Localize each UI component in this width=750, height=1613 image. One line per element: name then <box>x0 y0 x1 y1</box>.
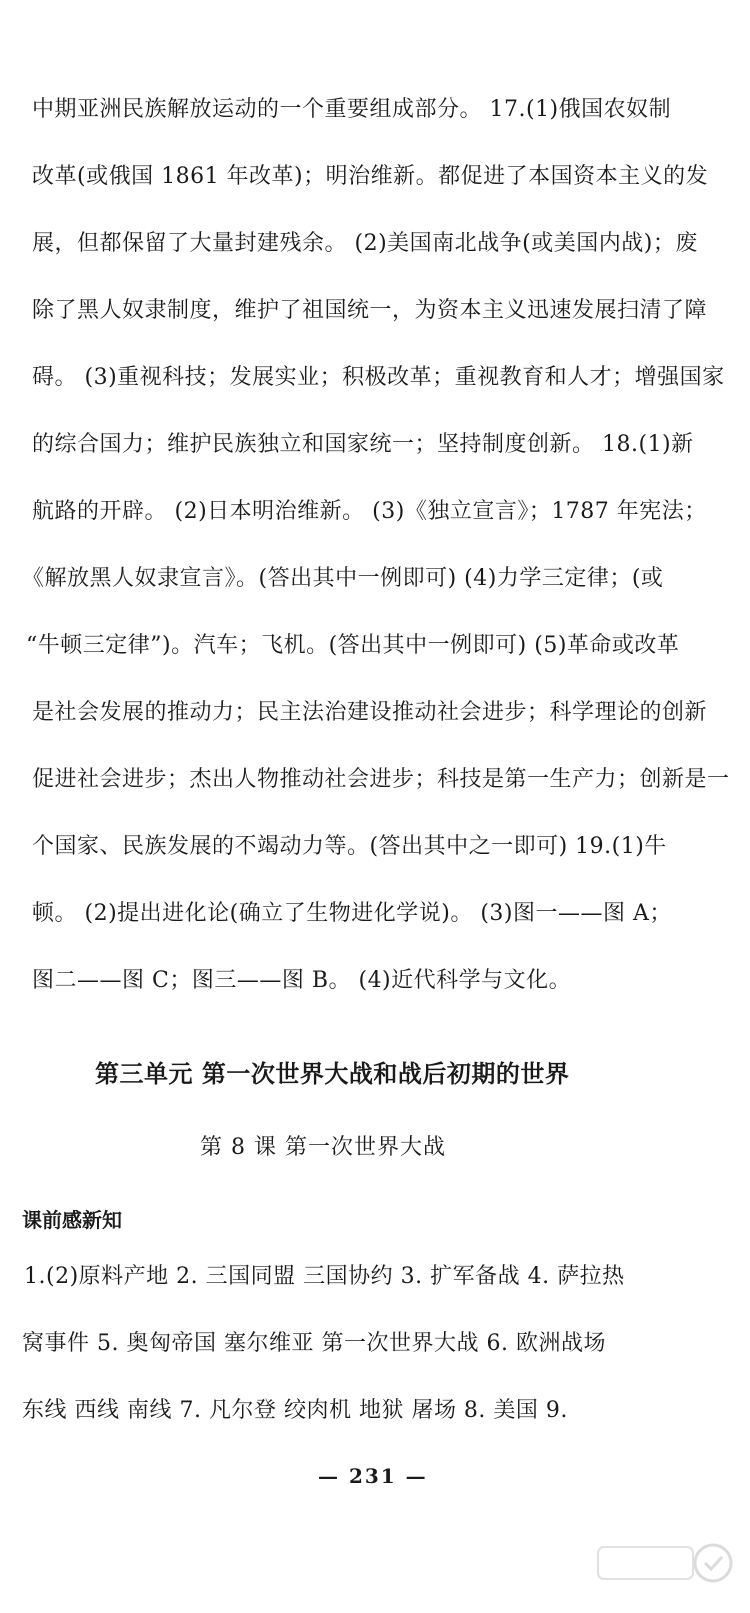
watermark-logo-icon <box>588 1535 738 1605</box>
body-line-8: 《解放黑人奴隶宣言》。(答出其中一例即可) (4)力学三定律；(或 <box>22 566 664 591</box>
body-line-3: 展，但都保留了大量封建残余。 (2)美国南北战争(或美国内战)；废 <box>32 231 698 256</box>
body-line-10: 是社会发展的推动力；民主法治建设推动社会进步；科学理论的创新 <box>32 700 708 725</box>
body-line-11: 促进社会进步；杰出人物推动社会进步；科技是第一生产力；创新是一 <box>32 767 730 792</box>
page-number: — 231 — <box>318 1464 428 1488</box>
body-line-13: 顿。 (2)提出进化论(确立了生物进化学说)。 (3)图一——图 A； <box>32 901 672 926</box>
body-line-4: 除了黑人奴隶制度，维护了祖国统一，为资本主义迅速发展扫清了障 <box>32 298 708 323</box>
body-line-5: 碍。 (3)重视科技；发展实业；积极改革；重视教育和人才；增强国家 <box>32 365 725 390</box>
body-line-14: 图二——图 C；图三——图 B。 (4)近代科学与文化。 <box>32 968 572 993</box>
body-line-1: 中期亚洲民族解放运动的一个重要组成部分。 17.(1)俄国农奴制 <box>32 97 672 122</box>
body-line-7: 航路的开辟。 (2)日本明治维新。 (3)《独立宣言》；1787 年宪法； <box>32 499 707 524</box>
body-line-2: 改革(或俄国 1861 年改革)；明治维新。都促进了本国资本主义的发 <box>32 164 709 189</box>
body-line-9: “牛顿三定律”)。汽车；飞机。(答出其中一例即可) (5)革命或改革 <box>26 633 680 658</box>
unit-title: 第三单元 第一次世界大战和战后初期的世界 <box>95 1060 570 1088</box>
lesson-title: 第 8 课 第一次世界大战 <box>200 1135 446 1160</box>
body-line-6: 的综合国力；维护民族独立和国家统一；坚持制度创新。 18.(1)新 <box>32 432 694 457</box>
answer-line-3: 东线 西线 南线 7. 凡尔登 绞肉机 地狱 屠场 8. 美国 9. <box>22 1398 568 1423</box>
body-line-12: 个国家、民族发展的不竭动力等。(答出其中之一即可) 19.(1)牛 <box>32 834 667 859</box>
answer-line-1: 1.(2)原料产地 2. 三国同盟 三国协约 3. 扩军备战 4. 萨拉热 <box>24 1264 625 1289</box>
section-title: 课前感新知 <box>22 1208 122 1232</box>
answer-line-2: 窝事件 5. 奥匈帝国 塞尔维亚 第一次世界大战 6. 欧洲战场 <box>22 1331 606 1356</box>
